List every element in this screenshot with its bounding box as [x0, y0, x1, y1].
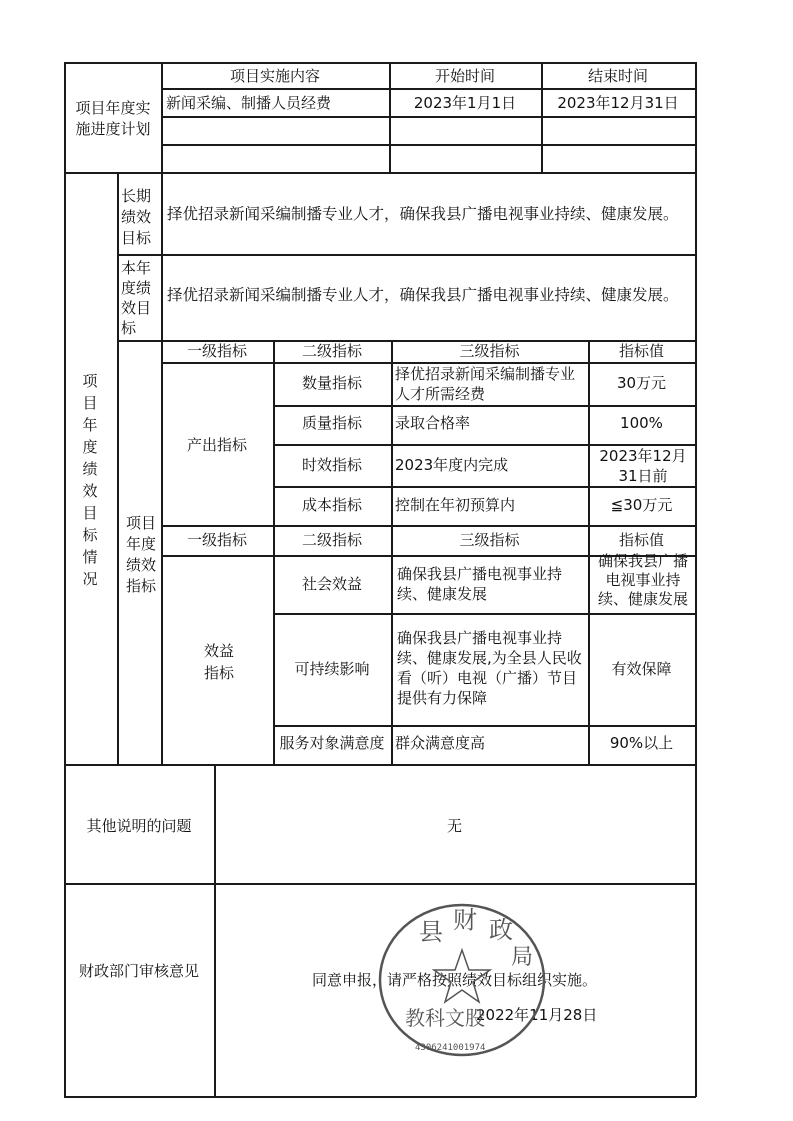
review-date: 2022年11月28日 — [476, 1006, 598, 1024]
schedule-row-start: 2023年1月1日 — [413, 94, 517, 112]
svg-text:教科文股: 教科文股 — [405, 1006, 485, 1030]
goals-section-label: 项 目 年 度 绩 效 目 标 情 况 — [82, 372, 98, 588]
annual-label: 本年度绩效目标 — [121, 259, 152, 337]
ind-header2-value: 指标值 — [618, 531, 664, 549]
benefit-l2-satisfaction: 服务对象满意度 — [279, 734, 385, 752]
benefit-label: 效益指标 — [203, 642, 234, 682]
ind-header2-l1: 一级指标 — [186, 531, 247, 549]
benefit-value-sustain: 有效保障 — [611, 660, 672, 678]
benefit-l2-sustain: 可持续影响 — [294, 660, 370, 678]
schedule-row-end: 2023年12月31日 — [557, 94, 679, 112]
schedule-header-content: 项目实施内容 — [229, 67, 320, 85]
output-value-cost: ≦30万元 — [610, 496, 673, 514]
review-opinion: 同意申报，请严格按照绩效目标组织实施。 — [312, 971, 598, 989]
long-term-text: 择优招录新闻采编制播专业人才，确保我县广播电视事业持续、健康发展。 — [167, 205, 679, 223]
indicators-label: 项目年度绩效指标 — [125, 514, 156, 595]
ind-header-l1: 一级指标 — [186, 342, 247, 360]
output-value-timeliness: 2023年12月31日前 — [599, 447, 687, 485]
svg-text:县: 县 — [419, 918, 443, 946]
annual-text: 择优招录新闻采编制播专业人才，确保我县广播电视事业持续、健康发展。 — [167, 286, 679, 304]
ind-header2-l3: 三级指标 — [459, 531, 520, 549]
other-value: 无 — [446, 817, 462, 835]
output-value-quantity: 30万元 — [616, 374, 667, 392]
benefit-l3-satisfaction: 群众满意度高 — [395, 734, 486, 752]
svg-text:局: 局 — [511, 945, 534, 970]
benefit-l3-social: 确保我县广播电视事业持续、健康发展 — [397, 565, 563, 603]
svg-text:政: 政 — [489, 916, 513, 944]
ind-header-l3: 三级指标 — [459, 342, 520, 360]
ind-header-l2: 二级指标 — [301, 342, 362, 360]
output-value-quality: 100% — [620, 414, 663, 432]
output-l3-quality: 录取合格率 — [395, 414, 471, 432]
output-l3-timeliness: 2023年度内完成 — [395, 456, 509, 474]
long-term-label: 长期绩效目标 — [121, 187, 152, 247]
benefit-value-satisfaction: 90%以上 — [609, 734, 674, 752]
output-label: 产出指标 — [186, 436, 247, 454]
output-l2-cost: 成本指标 — [301, 496, 362, 514]
schedule-label: 项目年度实施进度计划 — [75, 99, 151, 138]
schedule-header-end: 结束时间 — [587, 67, 648, 85]
svg-text:4306241001974: 4306241001974 — [415, 1043, 486, 1053]
official-seal — [375, 900, 550, 1060]
benefit-value-social: 确保我县广播电视事业持续、健康发展 — [597, 552, 688, 608]
schedule-header-start: 开始时间 — [434, 67, 495, 85]
output-l3-cost: 控制在年初预算内 — [395, 496, 516, 514]
output-l2-quality: 质量指标 — [301, 414, 362, 432]
output-l2-quantity: 数量指标 — [301, 374, 362, 392]
other-label: 其他说明的问题 — [86, 817, 192, 835]
output-l3-quantity: 择优招录新闻采编制播专业人才所需经费 — [395, 365, 576, 403]
schedule-row-content: 新闻采编、制播人员经费 — [166, 94, 332, 112]
output-l2-timeliness: 时效指标 — [301, 456, 362, 474]
benefit-l2-social: 社会效益 — [301, 575, 362, 593]
ind-header2-l2: 二级指标 — [301, 531, 362, 549]
benefit-l3-sustain: 确保我县广播电视事业持续、健康发展,为全县人民收看（听）电视（广播）节目提供有力保障 — [397, 629, 582, 707]
svg-text:财: 财 — [453, 906, 477, 934]
ind-header-value: 指标值 — [618, 342, 664, 360]
review-label: 财政部门审核意见 — [78, 962, 199, 980]
